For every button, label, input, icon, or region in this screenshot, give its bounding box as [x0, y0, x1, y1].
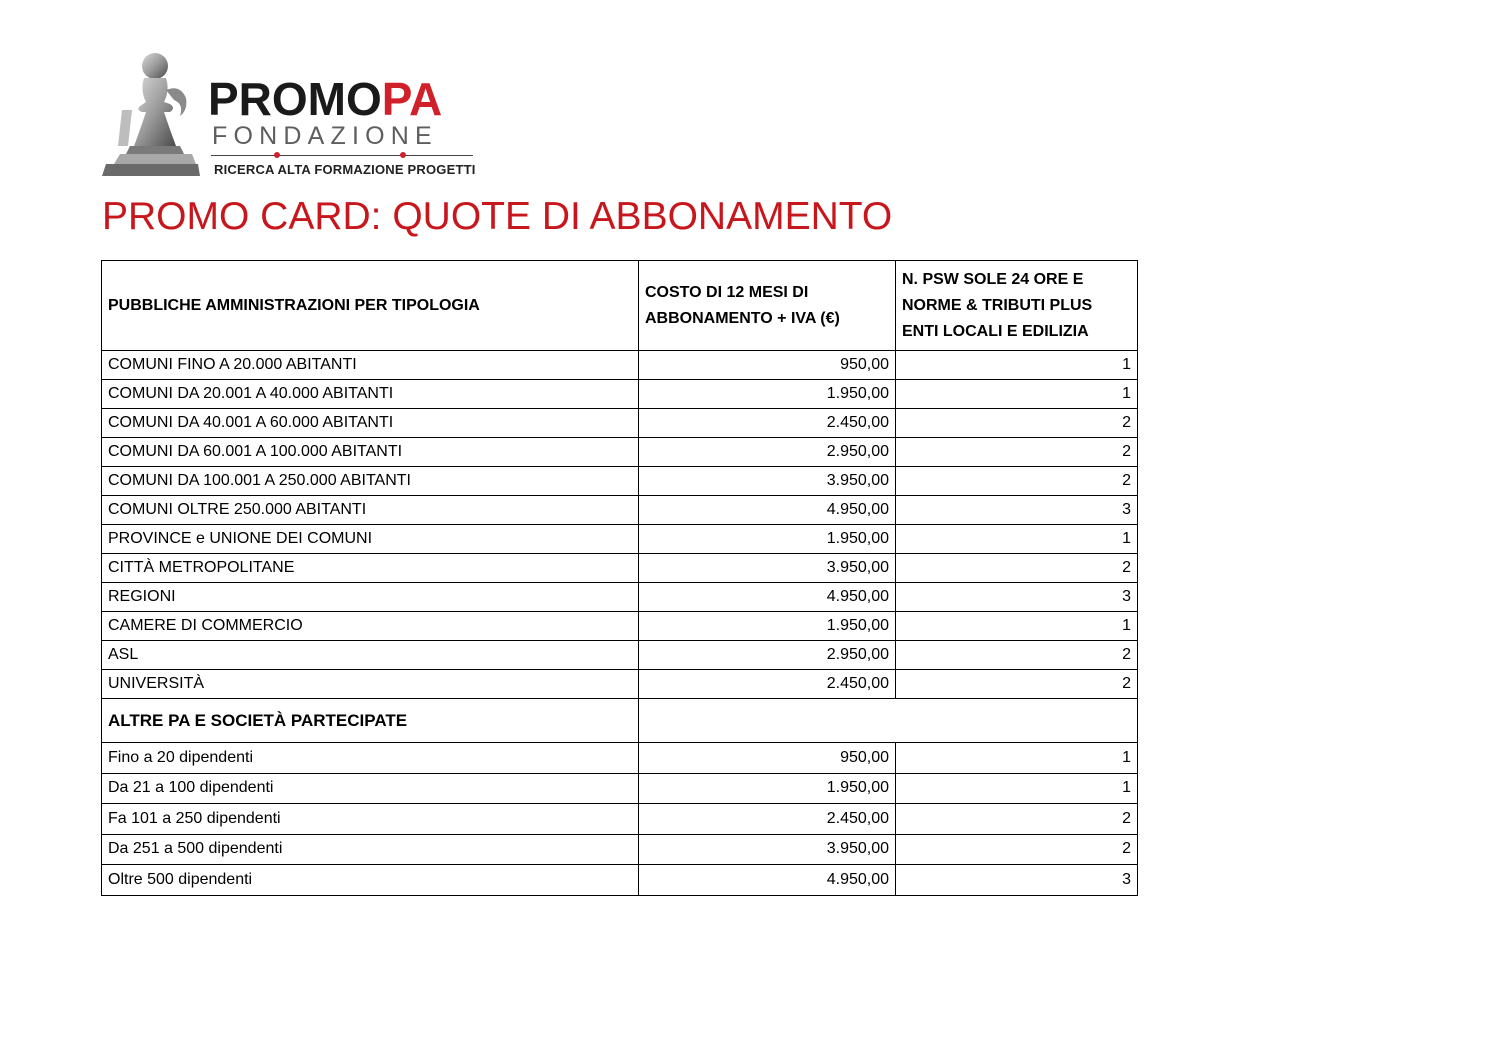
- cost-cell: 4.950,00: [639, 865, 896, 896]
- table-row: [102, 612, 1138, 641]
- logo-wordmark: [208, 73, 443, 125]
- logo-word-promo: PROMO: [208, 73, 382, 125]
- pa-type-cell: COMUNI DA 20.001 A 40.000 ABITANTI: [102, 380, 639, 409]
- cost-cell: 2.450,00: [639, 670, 896, 699]
- pa-type-cell: CITTÀ METROPOLITANE: [102, 554, 639, 583]
- table-row: [102, 773, 1138, 804]
- table-row: [102, 865, 1138, 896]
- cost-cell: 4.950,00: [639, 583, 896, 612]
- pa-type-cell: CAMERE DI COMMERCIO: [102, 612, 639, 641]
- psw-cell: 2: [896, 804, 1138, 835]
- pa-type-cell: ASL: [102, 641, 639, 670]
- table-row: [102, 467, 1138, 496]
- logo-subtitle: FONDAZIONE: [212, 122, 438, 150]
- table-row: [102, 554, 1138, 583]
- cost-cell: 1.950,00: [639, 773, 896, 804]
- psw-cell: 3: [896, 865, 1138, 896]
- psw-cell: 3: [896, 496, 1138, 525]
- psw-cell: 2: [896, 467, 1138, 496]
- logo-tagline: RICERCA ALTA FORMAZIONE PROGETTI: [214, 162, 476, 177]
- psw-cell: 2: [896, 438, 1138, 467]
- cost-cell: 3.950,00: [639, 467, 896, 496]
- pa-type-cell: PROVINCE e UNIONE DEI COMUNI: [102, 525, 639, 554]
- header-cost: COSTO DI 12 MESI DI ABBONAMENTO + IVA (€): [639, 261, 896, 351]
- cost-cell: 1.950,00: [639, 380, 896, 409]
- psw-cell: 2: [896, 554, 1138, 583]
- section-blank-cell: [639, 699, 1138, 743]
- cost-cell: 1.950,00: [639, 612, 896, 641]
- chess-pawn-statue-icon: [100, 50, 200, 178]
- psw-cell: 2: [896, 670, 1138, 699]
- cost-cell: 950,00: [639, 743, 896, 774]
- section-label: ALTRE PA E SOCIETÀ PARTECIPATE: [102, 699, 639, 743]
- table-row: [102, 525, 1138, 554]
- psw-cell: 2: [896, 641, 1138, 670]
- table-row: [102, 583, 1138, 612]
- cost-cell: 2.950,00: [639, 641, 896, 670]
- cost-cell: 950,00: [639, 351, 896, 380]
- promopa-logo: [100, 50, 480, 180]
- table-row: [102, 834, 1138, 865]
- pa-type-cell: UNIVERSITÀ: [102, 670, 639, 699]
- pa-type-cell: COMUNI DA 100.001 A 250.000 ABITANTI: [102, 467, 639, 496]
- table-row: [102, 438, 1138, 467]
- table-row: [102, 409, 1138, 438]
- cost-cell: 1.950,00: [639, 525, 896, 554]
- cost-cell: 2.950,00: [639, 438, 896, 467]
- psw-cell: 2: [896, 409, 1138, 438]
- psw-cell: 1: [896, 773, 1138, 804]
- pa-type-cell: Fa 101 a 250 dipendenti: [102, 804, 639, 835]
- logo-dot: [400, 152, 406, 158]
- header-pa-type: PUBBLICHE AMMINISTRAZIONI PER TIPOLOGIA: [102, 261, 639, 351]
- psw-cell: 2: [896, 834, 1138, 865]
- table-row: [102, 351, 1138, 380]
- psw-cell: 1: [896, 525, 1138, 554]
- psw-cell: 1: [896, 380, 1138, 409]
- pa-type-cell: COMUNI FINO A 20.000 ABITANTI: [102, 351, 639, 380]
- table-row: [102, 743, 1138, 774]
- pa-type-cell: Oltre 500 dipendenti: [102, 865, 639, 896]
- cost-cell: 2.450,00: [639, 409, 896, 438]
- pa-type-cell: REGIONI: [102, 583, 639, 612]
- pa-type-cell: Da 21 a 100 dipendenti: [102, 773, 639, 804]
- pricing-table: [101, 260, 1138, 896]
- table-row: [102, 804, 1138, 835]
- psw-cell: 1: [896, 351, 1138, 380]
- logo-divider: [211, 155, 473, 156]
- section-header-row: [102, 699, 1138, 743]
- cost-cell: 4.950,00: [639, 496, 896, 525]
- logo-dot: [274, 152, 280, 158]
- cost-cell: 3.950,00: [639, 834, 896, 865]
- psw-cell: 3: [896, 583, 1138, 612]
- table-row: [102, 641, 1138, 670]
- cost-cell: 2.450,00: [639, 804, 896, 835]
- logo-word-pa: PA: [381, 73, 443, 125]
- pa-type-cell: COMUNI OLTRE 250.000 ABITANTI: [102, 496, 639, 525]
- header-psw: N. PSW SOLE 24 ORE E NORME & TRIBUTI PLUS ENTI LOCALI E EDILIZIA: [896, 261, 1138, 351]
- pa-type-cell: COMUNI DA 40.001 A 60.000 ABITANTI: [102, 409, 639, 438]
- page-title: PROMO CARD: QUOTE DI ABBONAMENTO: [102, 195, 893, 238]
- pa-type-cell: Fino a 20 dipendenti: [102, 743, 639, 774]
- table-row: [102, 496, 1138, 525]
- table-header-row: [102, 261, 1138, 351]
- table-row: [102, 670, 1138, 699]
- pa-type-cell: COMUNI DA 60.001 A 100.000 ABITANTI: [102, 438, 639, 467]
- pa-type-cell: Da 251 a 500 dipendenti: [102, 834, 639, 865]
- cost-cell: 3.950,00: [639, 554, 896, 583]
- psw-cell: 1: [896, 612, 1138, 641]
- table-row: [102, 380, 1138, 409]
- psw-cell: 1: [896, 743, 1138, 774]
